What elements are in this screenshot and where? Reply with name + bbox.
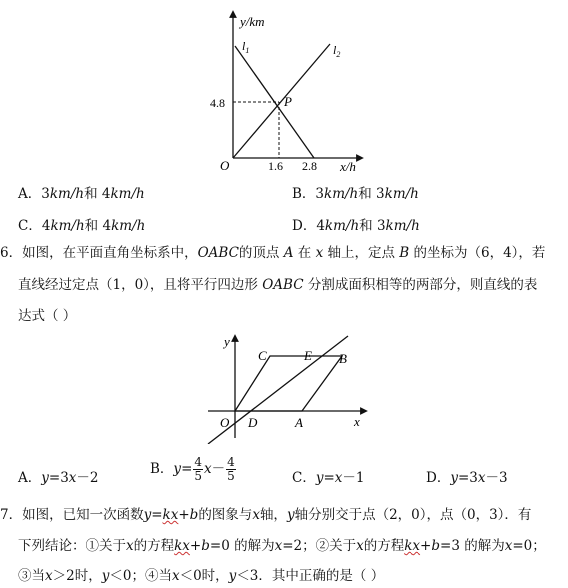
- q5-x-tick2-label: 2.8: [302, 159, 317, 173]
- q6-option-d[interactable]: D．y=3x－3: [426, 470, 508, 486]
- q5-origin-label: O: [220, 158, 230, 173]
- q5-option-c[interactable]: C．4km/h和 4km/h: [18, 218, 146, 234]
- q5-point-p-label: P: [284, 94, 292, 109]
- q7-line2: 下列结论：①关于x的方程kx+b=0 的解为x=2；②关于x的方程kx+b=3 的解为x=0；: [18, 538, 546, 554]
- q5-y-axis-label: y/km: [240, 14, 265, 29]
- q5-x-tick1-label: 1.6: [268, 159, 283, 173]
- q6-option-c[interactable]: C．y=x－1: [292, 470, 365, 486]
- q5-graph: [200, 8, 380, 174]
- q5-line2-label: $l_2$: [333, 43, 341, 59]
- q5-line1-label: $l_1$: [242, 39, 250, 55]
- q7-line1: 7．如图，已知一次函数y=kx+b的图象与x轴，y轴分别交于点（2，0），点（0，3）．有: [0, 507, 532, 523]
- q6-line1: 6．如图，在平面直角坐标系中，OABC的顶点 A 在 x 轴上，定点 B 的坐标为（6，4），若: [0, 245, 546, 261]
- q5-y-tick-label: 4.8: [210, 96, 225, 110]
- q5-line-l2: [233, 44, 330, 158]
- q6-option-b[interactable]: B．y= $\frac{4}{5}$ x－ $\frac{4}{5}$: [150, 455, 235, 483]
- q6-b-fraction1: $\frac{4}{5}$: [194, 455, 203, 483]
- q5-option-b[interactable]: B．3km/h和 3km/h: [292, 186, 419, 202]
- q6-y-label: y: [224, 334, 230, 349]
- q6-point-e-label: E: [304, 348, 312, 363]
- q6-graph: [198, 330, 374, 444]
- q6-b-fraction2: $\frac{4}{5}$: [227, 455, 235, 483]
- q6-line2: 直线经过定点（1，0），且将平行四边形 OABC 分割成面积相等的两部分，则直线的表: [18, 277, 538, 293]
- q6-x-label: x: [354, 414, 360, 429]
- q7-line3: ③当x＞2时，y＜0；④当x＜0时，y＜3．其中正确的是（ ）: [18, 568, 385, 584]
- q6-origin-label: O: [220, 415, 230, 430]
- q5-option-d[interactable]: D．4km/h和 3km/h: [292, 218, 420, 234]
- q5-option-a[interactable]: A．3km/h和 4km/h: [18, 186, 145, 202]
- q6-line3: 达式（ ）: [18, 308, 77, 324]
- q6-point-b-label: B: [339, 351, 347, 366]
- q6-point-c-label: C: [258, 348, 267, 363]
- q6-parallelogram-oabc: [235, 356, 342, 411]
- q6-number: 6．: [0, 245, 23, 261]
- q6-point-d-label: D: [248, 415, 258, 430]
- q7-number: 7．: [0, 507, 23, 523]
- q6-point-a-label: A: [295, 415, 303, 430]
- q5-x-axis-label: x/h: [340, 159, 356, 174]
- q6-option-a[interactable]: A．y=3x－2: [18, 470, 99, 486]
